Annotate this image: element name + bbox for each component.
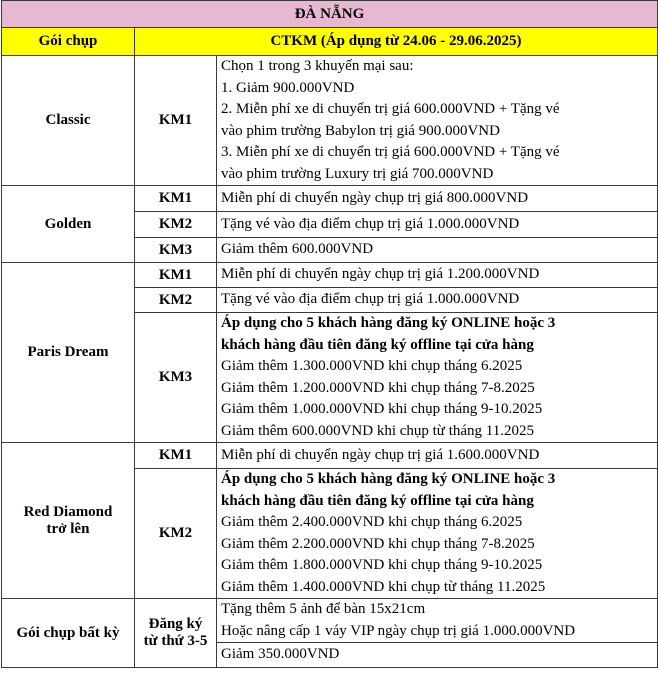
- header-promo: CTKM (Áp dụng từ 24.06 - 29.06.2025): [135, 28, 658, 56]
- any-code-line2: từ thứ 3-5: [143, 633, 208, 649]
- classic-line: 2. Miễn phí xe di chuyển trị giá 600.000VND + Tặng vé: [221, 101, 560, 117]
- red-row-1: [2, 443, 658, 469]
- promo-table: [1, 0, 658, 668]
- red-name-line1: Red Diamond: [23, 503, 113, 520]
- table-title: ĐÀ NẴNG: [2, 1, 658, 28]
- classic-line: vào phim trường Luxury trị giá 700.000VND: [221, 165, 494, 182]
- classic-line: 1. Giảm 900.000VND: [221, 79, 355, 96]
- package-paris-dream: Paris Dream: [2, 263, 135, 443]
- paris-km3-line: Giảm thêm 600.000VND khi chụp từ tháng 11.2025: [221, 422, 534, 439]
- paris-km3-desc: [217, 313, 658, 443]
- classic-km1: KM1: [135, 56, 217, 186]
- red-km2-line: Giảm thêm 1.400.000VND khi chụp từ tháng 11.2025: [221, 578, 546, 595]
- classic-desc: [217, 56, 658, 186]
- package-any: Gói chụp bất kỳ: [2, 599, 135, 668]
- any-code: [135, 599, 217, 668]
- package-golden: Golden: [2, 186, 135, 263]
- any-row-1: [2, 599, 658, 643]
- any-code-line1: Đăng ký: [148, 616, 203, 632]
- golden-row-1: [2, 186, 658, 212]
- title-row: [2, 1, 658, 28]
- red-km2: KM2: [135, 469, 217, 599]
- paris-km3-line: Giảm thêm 1.000.000VND khi chụp tháng 9-10.2025: [221, 401, 543, 417]
- red-name-line2: trở lên: [46, 520, 90, 537]
- red-km2-line: Giảm thêm 2.400.000VND khi chụp tháng 6.2025: [221, 514, 523, 530]
- header-row: [2, 28, 658, 56]
- classic-line: vào phim trường Babylon trị giá 900.000VND: [221, 122, 500, 139]
- red-km2-desc: [217, 469, 658, 599]
- any-desc: [217, 599, 658, 643]
- red-km1: KM1: [135, 443, 217, 469]
- golden-km3: KM3: [135, 238, 217, 263]
- paris-km3-line: Giảm thêm 1.300.000VND khi chụp tháng 6.2025: [221, 358, 523, 374]
- paris-km3: KM3: [135, 313, 217, 443]
- paris-km3-condition: khách hàng đầu tiên đăng ký offline tại cửa hàng: [221, 336, 534, 353]
- paris-km2-desc: Tặng vé vào địa điểm chụp trị giá 1.000.000VND: [217, 288, 658, 313]
- header-package: Gói chụp: [2, 28, 135, 56]
- red-km2-line: Giảm thêm 1.800.000VND khi chụp tháng 9-10.2025: [221, 557, 543, 573]
- package-red-diamond: [2, 443, 135, 599]
- classic-row: [2, 56, 658, 186]
- golden-km1: KM1: [135, 186, 217, 212]
- red-km2-line: Giảm thêm 2.200.000VND khi chụp tháng 7-8.2025: [221, 535, 535, 552]
- classic-line: 3. Miễn phí xe di chuyển trị giá 600.000VND + Tặng vé: [221, 144, 560, 160]
- classic-line: Chọn 1 trong 3 khuyến mại sau:: [221, 58, 414, 74]
- golden-km2: KM2: [135, 212, 217, 238]
- red-km1-desc: Miễn phí di chuyển ngày chụp trị giá 1.600.000VND: [217, 443, 658, 469]
- any-line: Hoặc nâng cấp 1 váy VIP ngày chụp trị giá 1.000.000VND: [221, 622, 576, 639]
- paris-km3-condition: Áp dụng cho 5 khách hàng đăng ký ONLINE hoặc 3: [221, 315, 556, 331]
- red-km2-condition: Áp dụng cho 5 khách hàng đăng ký ONLINE hoặc 3: [221, 471, 556, 487]
- golden-km1-desc: Miễn phí di chuyển ngày chụp trị giá 800.000VND: [217, 186, 658, 212]
- paris-km1: KM1: [135, 263, 217, 288]
- red-km2-condition: khách hàng đầu tiên đăng ký offline tại cửa hàng: [221, 492, 534, 509]
- any-line: Tặng thêm 5 ảnh để bàn 15x21cm: [221, 601, 426, 617]
- paris-row-1: [2, 263, 658, 288]
- golden-km2-desc: Tặng vé vào địa điểm chụp trị giá 1.000.000VND: [217, 212, 658, 238]
- paris-km3-line: Giảm thêm 1.200.000VND khi chụp tháng 7-8.2025: [221, 379, 535, 396]
- golden-km3-desc: Giảm thêm 600.000VND: [217, 238, 658, 263]
- paris-km2: KM2: [135, 288, 217, 313]
- any-last-line: Giảm 350.000VND: [217, 643, 658, 668]
- package-classic: Classic: [2, 56, 135, 186]
- paris-km1-desc: Miễn phí di chuyển ngày chụp trị giá 1.200.000VND: [217, 263, 658, 288]
